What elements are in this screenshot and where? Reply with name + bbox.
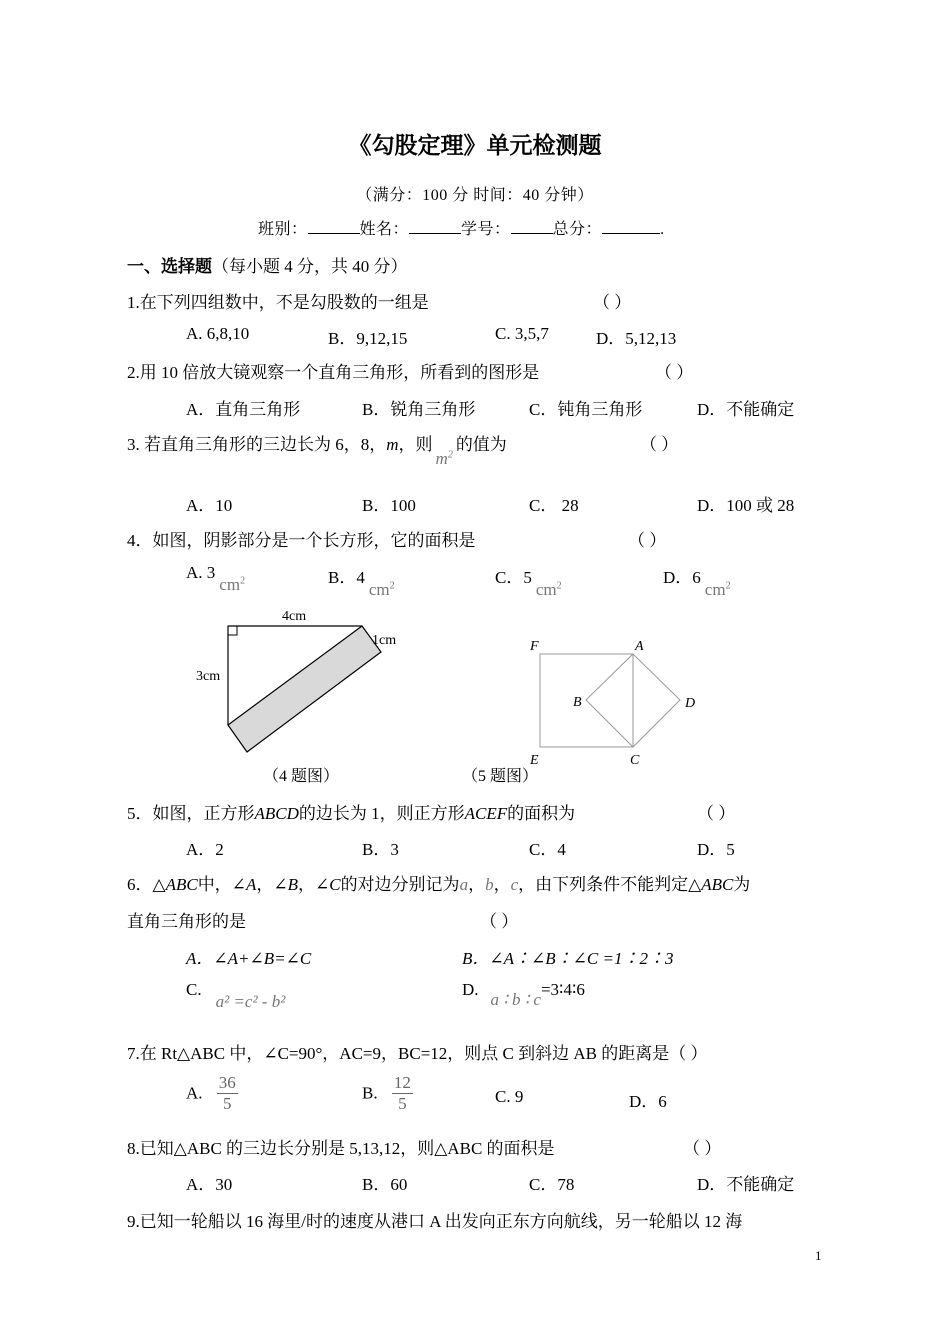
q7-option-c[interactable]: C. 9 bbox=[495, 1087, 524, 1106]
total-label: 总分： bbox=[552, 221, 603, 238]
q4-option-d[interactable]: D．$6cm^2$ bbox=[663, 568, 731, 599]
q1-option-c[interactable]: C. 3,5,7 bbox=[495, 324, 549, 343]
q8-option-a[interactable]: A．30 bbox=[186, 1175, 233, 1194]
q5-option-a[interactable]: A．2 bbox=[186, 840, 224, 859]
q5-option-c[interactable]: C．4 bbox=[529, 840, 566, 859]
q4-answer-paren[interactable]: （ ） bbox=[628, 531, 667, 550]
q5-answer-paren[interactable]: （ ） bbox=[697, 804, 736, 823]
q4-stem: 4．如图，阴影部分是一个长方形，它的面积是 bbox=[127, 531, 476, 550]
q1-option-a[interactable]: A. 6,8,10 bbox=[186, 324, 250, 343]
q6-option-d[interactable]: D.a ∶ b ∶ c=3∶4∶6 bbox=[462, 980, 585, 1009]
name-label: 姓名： bbox=[359, 221, 410, 238]
fig4-diagram bbox=[196, 609, 396, 752]
q7-stem: 7.在 Rt△ABC 中，∠C=90°，AC=9，BC=12，则点 C 到斜边 AB 的距离是（ ） bbox=[127, 1044, 708, 1063]
q2-stem: 2.用 10 倍放大镜观察一个直角三角形，所看到的图形是 bbox=[127, 363, 540, 382]
q1-option-d[interactable]: D．5,12,13 bbox=[596, 329, 677, 348]
q6-stem-line2: 直角三角形的是 bbox=[127, 912, 246, 931]
right-angle-marker bbox=[228, 626, 237, 635]
q4-option-b[interactable]: B．$4cm^2$ bbox=[328, 568, 395, 599]
q3-option-a[interactable]: A．10 bbox=[186, 496, 233, 515]
q2-option-d[interactable]: D．不能确定 bbox=[697, 400, 795, 419]
q3-option-b[interactable]: B．100 bbox=[362, 496, 416, 515]
q3-stem: 3. 若直角三角形的三边长为 6，8，m，则$m^2$的值为 bbox=[127, 435, 507, 468]
q1-answer-paren[interactable]: （ ） bbox=[593, 293, 632, 312]
q5-stem: 5．如图，正方形ABCD的边长为 1，则正方形ACEF的面积为 bbox=[127, 804, 576, 823]
fig5-caption: （5 题图） bbox=[462, 768, 539, 785]
q1-stem: 1.在下列四组数中，不是勾股数的一组是 bbox=[127, 293, 429, 312]
q5-option-d[interactable]: D．5 bbox=[697, 840, 735, 859]
q6-option-b[interactable]: B．∠A∶∠B∶∠C =1∶2∶3 bbox=[462, 949, 674, 968]
q5-option-b[interactable]: B．3 bbox=[362, 840, 399, 859]
q6-option-c[interactable]: C.a² =c² - b² bbox=[186, 980, 286, 1011]
q7-option-b[interactable]: B. $\frac{12}{5}$ bbox=[362, 1073, 411, 1113]
fig4-left-label: 3cm bbox=[196, 669, 221, 684]
q6-option-a[interactable]: A．∠A+∠B=∠C bbox=[186, 949, 312, 968]
q3-option-d[interactable]: D．100 或 28 bbox=[697, 496, 795, 515]
q4-option-a[interactable]: A. $3cm^2$ bbox=[186, 563, 246, 594]
q8-answer-paren[interactable]: （ ） bbox=[683, 1139, 722, 1158]
class-label: 班别： bbox=[258, 221, 308, 238]
q8-option-b[interactable]: B．60 bbox=[362, 1175, 408, 1194]
q3-answer-paren[interactable]: （ ） bbox=[640, 435, 679, 454]
q9-stem: 9.已知一轮船以 16 海里/时的速度从港口 A 出发向正东方向航线，另一轮船以 12 海 bbox=[127, 1212, 743, 1231]
fig4-caption: （4 题图） bbox=[263, 768, 340, 785]
q2-option-b[interactable]: B．锐角三角形 bbox=[362, 400, 476, 419]
section-heading: 一、选择题（每小题 4 分，共 40 分） bbox=[127, 257, 408, 276]
m-squared: $m^2$ bbox=[435, 449, 453, 468]
q8-stem: 8.已知△ABC 的三边长分别是 5,13,12，则△ABC 的面积是 bbox=[127, 1139, 555, 1158]
q8-option-d[interactable]: D．不能确定 bbox=[697, 1175, 795, 1194]
label-a: A bbox=[635, 639, 644, 654]
q4-option-c[interactable]: C．$5cm^2$ bbox=[495, 568, 562, 599]
fig5-diagram bbox=[529, 639, 695, 768]
label-f: F bbox=[530, 639, 539, 654]
label-c: C bbox=[630, 753, 640, 768]
fig4-right-label: 1cm bbox=[372, 633, 397, 648]
q7-option-d[interactable]: D．6 bbox=[629, 1092, 667, 1111]
q2-option-a[interactable]: A．直角三角形 bbox=[186, 400, 301, 419]
q6-stem-line1: 6．△ABC中，∠A，∠B，∠C的对边分别记为a，b，c，由下列条件不能判定△ABC为 bbox=[127, 875, 751, 894]
q3-option-c[interactable]: C． 28 bbox=[529, 496, 579, 515]
shaded-rectangle bbox=[228, 626, 381, 752]
label-e: E bbox=[530, 753, 539, 768]
q1-option-b[interactable]: B．9,12,15 bbox=[328, 329, 408, 348]
q7-option-a[interactable]: A. $\frac{36}{5}$ bbox=[186, 1073, 236, 1113]
fig4-top-label: 4cm bbox=[282, 609, 307, 624]
q2-answer-paren[interactable]: （ ） bbox=[655, 363, 694, 382]
page-title: 《勾股定理》单元检测题 bbox=[348, 133, 602, 158]
q2-option-c[interactable]: C．钝角三角形 bbox=[529, 400, 643, 419]
label-b: B bbox=[573, 695, 582, 710]
page-number: 1 bbox=[815, 1248, 822, 1263]
q6-answer-paren[interactable]: （ ） bbox=[480, 912, 519, 931]
exam-meta: （满分：100 分 时间：40 分钟） bbox=[356, 187, 594, 204]
q8-option-c[interactable]: C．78 bbox=[529, 1175, 575, 1194]
label-d: D bbox=[685, 696, 696, 711]
student-info-line: 班别： 姓名： 学号： 总分： . bbox=[258, 221, 665, 238]
id-label: 学号： bbox=[461, 221, 511, 238]
